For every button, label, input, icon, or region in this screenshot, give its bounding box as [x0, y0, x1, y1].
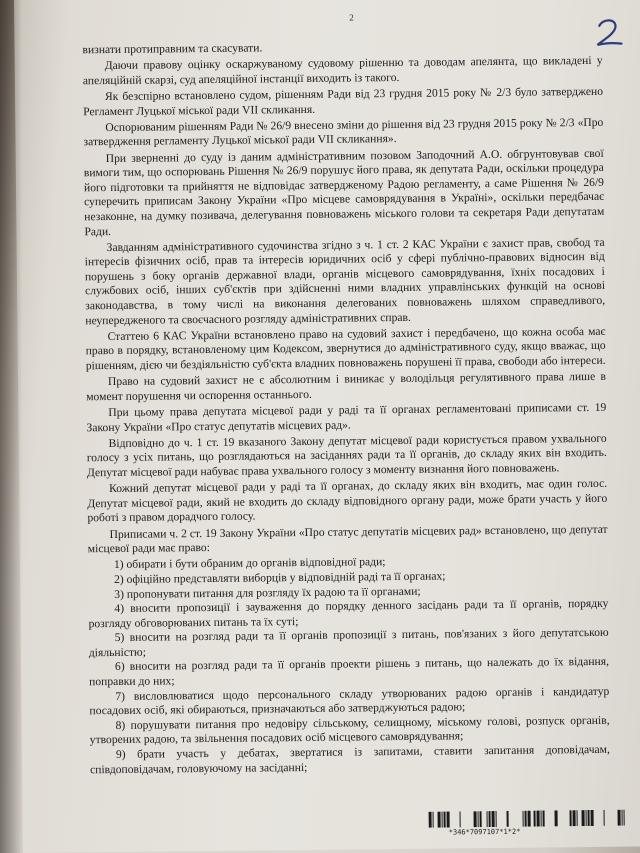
paragraph-list [82, 38, 607, 557]
barcode-bar [582, 810, 585, 826]
barcode [429, 810, 629, 842]
list-item: 9) брати участь у дебатах, звертатися із запитами, ставити запитання доповідачам, співдоповідачам, головуючому на засіданні; [89, 742, 610, 776]
barcode-bar [523, 811, 524, 827]
rights-list [88, 553, 610, 777]
barcode-bar [433, 812, 434, 828]
barcode-bar [492, 811, 495, 827]
barcode-bar [541, 811, 542, 827]
paragraph: Статтею 6 КАС України встановлено право на судовий захист і передбачено, що кожна особа має право в порядку, встановленому цим Кодексом, звернутися до адміністративного суду, якщо вважає, що рішенням, дією чи бездіяльністю суб'єкта владних повноважень порушені її права, свободи або інтереси. [85, 324, 606, 373]
list-item: 7) висловлюватися щодо персонального складу утворюваних радою органів і кандидатур посадових осіб, які обираються, призначаються або затверджуються радою; [89, 684, 610, 718]
barcode-bars [429, 810, 625, 828]
list-item: 5) вносити на розгляд ради та її органів пропозиції з питань, пов'язаних з його депутатською діяльністю; [88, 626, 609, 660]
paragraph: Право на судовий захист не є абсолютним і виникає у володільця регулятивного права лише в момент порушення чи оспорення останнього. [86, 370, 607, 404]
barcode-bar [528, 811, 531, 827]
barcode-bar [447, 811, 450, 827]
list-item: 6) вносити на розгляд ради та її органів проекти рішень з питань, що належать до їх відання, поправки до них; [89, 655, 610, 689]
barcode-bar [429, 812, 432, 828]
barcode-bar [586, 810, 587, 826]
document-page [14, 0, 640, 853]
barcode-bar [478, 811, 479, 827]
paragraph: Відповідно до ч. 1 ст. 19 вказаного Закону депутат місцевої ради користується правом ухвального голосу з усіх питань, що розглядаються на засіданнях ради та її органів, до складу яких він входить. Депутат місцевої ради набуває права ухвального голосу з моменту визнання його повноважень. [86, 431, 607, 480]
barcode-number: *346*7097107*1*2* [448, 827, 521, 837]
barcode-bar [573, 810, 576, 826]
list-item: 2) офіційно представляти виборців у відповідній раді та її органах; [114, 569, 446, 586]
barcode-bar [604, 810, 605, 826]
barcode-bar [444, 812, 446, 828]
barcode-bar [507, 811, 509, 827]
barcode-bar [537, 811, 540, 827]
paragraph: визнати протиправним та скасувати. [82, 41, 263, 57]
barcode-bar [474, 811, 477, 827]
barcode-bar [460, 811, 461, 827]
barcode-bar [555, 810, 558, 826]
barcode-bar [438, 812, 441, 828]
paragraph: Даючи правову оцінку оскаржуваному судовому рішенню та доводам апелянта, що викладені у апеляційній скарзі, суд апеляційної інстанції виходить із такого. [82, 54, 603, 88]
barcode-bar [577, 810, 578, 826]
list-item: 8) порушувати питання про недовіру сільському, селищному, міському голові, розпуск органів, утворених радою, та звільнення посадових осіб місцевого самоврядування; [89, 713, 610, 747]
paragraph: Приписами ч. 2 ст. 19 Закону України «Про статус депутатів місцевих рад» встановлено, що депутат місцевої ради має право: [87, 522, 608, 556]
barcode-bar [588, 810, 590, 826]
document-body [82, 38, 610, 778]
barcode-bar [618, 810, 621, 826]
paragraph: При цьому права депутата місцевої ради у раді та її органах регламентовані приписами ст. 19 Закону України «Про статус депутатів місцевих рад». [86, 400, 607, 434]
paragraph: Завданням адміністративного судочинства згідно з ч. 1 ст. 2 КАС України є захист прав, свобод та інтересів фізичних осіб, прав та інтересів юридичних осіб у сфері публічно-правових відносин від порушень з боку органів державної влади, органів місцевого самоврядування, їхніх посадових і службових осіб, інших суб'єктів при здійсненні ними владних управлінських функцій на основі законодавства, в тому числі на виконання делегованих повноважень шляхом справедливого, неупередженого та своєчасного розгляду адміністративних справ. [84, 235, 606, 327]
barcode-bar [543, 810, 545, 826]
list-item: 4) вносити пропозиції і зауваження до порядку денного засідань ради та її органів, порядку розгляду обговорюваних питань та їх суті; [88, 596, 609, 630]
barcode-bar [570, 810, 572, 826]
barcode-bar [624, 810, 625, 826]
barcode-bar [487, 811, 488, 827]
paragraph: При зверненні до суду із даним адміністративним позовом Заподочний А.О. обгрунтовував свої вимоги тим, що оспорювань Рішення № 26/9 порушує його права, як депутата Ради, оскільки процедура його підготовки та прийняття не відповідає затвердженому Радою регламенту, а саме Рішення № 26/9 суперечить приписам Закону України «Про місцеве самоврядування в Україні», оскільки передбачає незаконне, на думку позивача, делегування повноважень міського голови та секретаря Ради депутатам Ради. [83, 146, 605, 238]
barcode-bar [442, 812, 443, 828]
barcode-bar [534, 811, 536, 827]
barcode-bar [480, 811, 482, 827]
paragraph: Як безспірно встановлено судом, рішенням Ради від 23 грудня 2015 року № 2/3 було затверджено Регламент Луцької міської ради VII скликання. [83, 84, 604, 118]
page-shadow [0, 0, 22, 853]
barcode-bar [496, 811, 497, 827]
list-item: 1) обирати і бути обраним до органів відповідної ради; [113, 555, 386, 572]
list-item: 3) пропонувати питання для розгляду їх радою та її органами; [114, 584, 421, 601]
paragraph: Кожний депутат місцевої ради у раді та її органах, до складу яких він входить, має один голос. Депутат місцевої ради, який не входить до складу відповідного органу ради, може брати участь у його роботі з правом дорадчого голосу. [87, 476, 608, 525]
barcode-bar [622, 810, 623, 826]
page-number: 2 [349, 12, 354, 23]
barcode-bar [525, 811, 527, 827]
barcode-bar [489, 811, 491, 827]
paragraph: Оспорюваним рішенням Ради № 26/9 внесено зміни до рішення від 23 грудня 2015 року № 2/3 «Про затвердження регламенту Луцької міської ради VII скликання». [83, 115, 604, 149]
barcode-bar [591, 810, 594, 826]
